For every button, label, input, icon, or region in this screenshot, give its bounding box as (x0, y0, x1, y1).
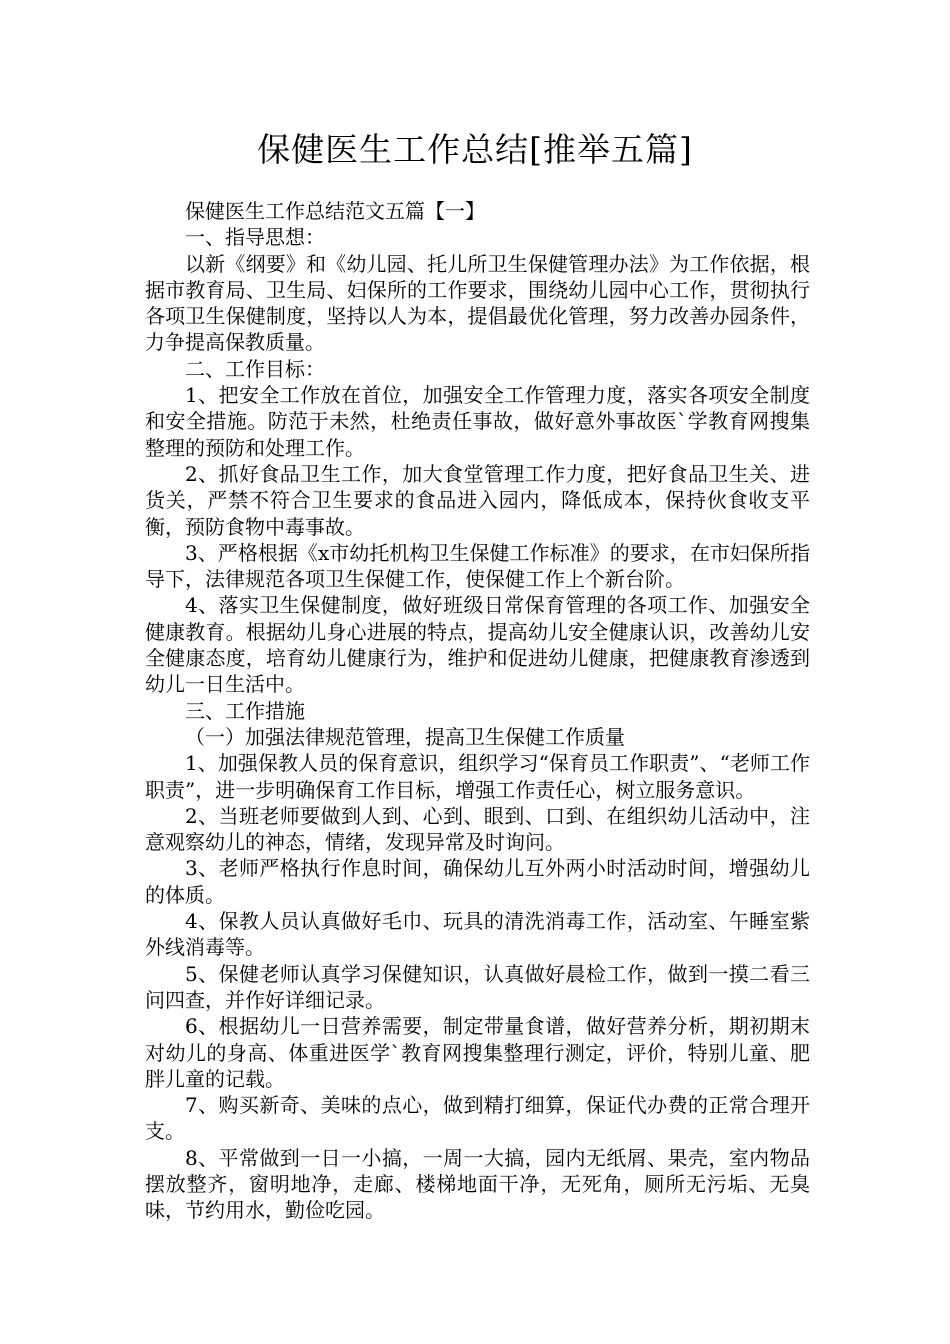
section-heading: 二、工作目标： (185, 356, 325, 381)
section-heading: 三、工作措施 (185, 698, 305, 723)
paragraph: 3、老师严格执行作息时间，确保幼儿互外两小时活动时间，增强幼儿的体质。 (145, 856, 810, 907)
section-heading: 保健医生工作总结范文五篇【一】 (185, 199, 485, 223)
paragraph: 6、根据幼儿一日营养需要，制定带量食谱，做好营养分析，期初期末对幼儿的身高、体重进医学`教育网搜集整理行测定，评价，特别儿童、肥胖儿童的记载。 (145, 1014, 810, 1091)
paragraph: 5、保健老师认真学习保健知识，认真做好晨检工作，做到一摸二看三问四查，并作好详细记录。 (145, 961, 810, 1012)
paragraph: 4、落实卫生保健制度，做好班级日常保育管理的各项工作、加强安全健康教育。根据幼儿身心进展的特点，提高幼儿安全健康认识，改善幼儿安全健康态度，培育幼儿健康行为，维护和促进幼儿健康，把健康教育渗透到幼儿一日生活中。 (145, 593, 810, 697)
paragraph: 8、平常做到一日一小搞，一周一大搞，园内无纸屑、果壳，室内物品摆放整齐，窗明地净，走廊、楼梯地面干净，无死角，厕所无污垢、无臭味，节约用水，勤俭吃园。 (145, 1145, 810, 1223)
paragraph: 1、加强保教人员的保育意识，组织学习“保育员工作职责”、“老师工作职责”，进一步明确保育工作目标，增强工作责任心，树立服务意识。 (145, 751, 810, 802)
paragraph: 7、购买新奇、美味的点心，做到精打细算，保证代办费的正常合理开支。 (145, 1093, 810, 1144)
document-title: 保健医生工作总结[推举五篇] (257, 130, 693, 169)
paragraph: 2、抓好食品卫生工作，加大食堂管理工作力度，把好食品卫生关、进货关，严禁不符合卫生要求的食品进入园内，降低成本，保持伙食收支平衡，预防食物中毒事故。 (145, 461, 810, 539)
paragraph: 1、把安全工作放在首位，加强安全工作管理力度，落实各项安全制度和安全措施。防范于未然，杜绝责任事故，做好意外事故医`学教育网搜集整理的预防和处理工作。 (145, 383, 810, 460)
paragraph: 3、严格根据《x市幼托机构卫生保健工作标准》的要求，在市妇保所指导下，法律规范各项卫生保健工作，使保健工作上个新台阶。 (145, 540, 810, 592)
paragraph: 以新《纲要》和《幼儿园、托儿所卫生保健管理办法》为工作依据，根据市教育局、卫生局、妇保所的工作要求，围绕幼儿园中心工作，贯彻执行各项卫生保健制度，坚持以人为本，提倡最优化管理，努力改善办园条件，力争提高保教质量。 (145, 251, 810, 355)
paragraph: 4、保教人员认真做好毛巾、玩具的清洗消毒工作，活动室、午睡室紫外线消毒等。 (145, 909, 810, 960)
paragraph: 2、当班老师要做到人到、心到、眼到、口到、在组织幼儿活动中，注意观察幼儿的神态，情绪，发现异常及时询问。 (145, 803, 810, 855)
document-body (145, 198, 810, 1224)
subsection-heading: （一）加强法律规范管理，提高卫生保健工作质量 (185, 724, 625, 749)
section-heading: 一、指导思想： (185, 225, 325, 250)
